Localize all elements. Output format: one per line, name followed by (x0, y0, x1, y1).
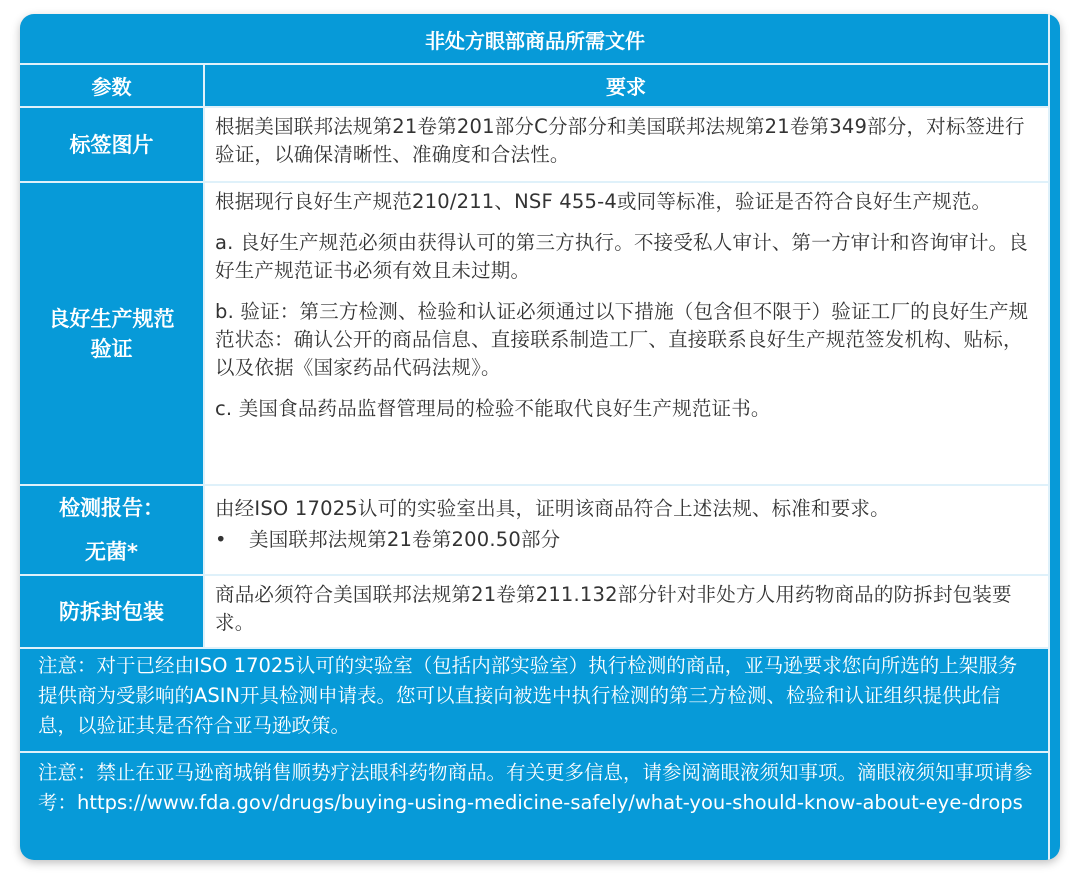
param-line: 检测报告： (59, 496, 164, 520)
bullet-text: 美国联邦法规第21卷第200.50部分 (249, 528, 561, 551)
table-title: 非处方眼部商品所需文件 (425, 28, 645, 53)
param-line: 良好生产规范 (48, 306, 175, 331)
row-requirement-label-image (205, 108, 1048, 181)
requirements-table (20, 14, 1060, 860)
row-param-label-image: 标签图片 (69, 132, 154, 157)
divider (20, 647, 1050, 649)
right-border (1048, 14, 1050, 860)
note-homeopathic-eye-products: 注意：禁止在亚马逊商城销售顺势疗法眼科药物商品。有关更多信息，请参阅滴眼液须知事项。滴眼液须知事项请参考：https://www.fda.gov/drugs/buying-using-medicine-safely/what-you-should-know-about-eye-drops (38, 761, 1033, 814)
column-header-requirement: 要求 (606, 75, 646, 99)
bullet-item (215, 526, 1040, 554)
requirement-text: b. 验证：第三方检测、检验和认证必须通过以下措施（包含但不限于）验证工厂的良好生产规范状态：确认公开的商品信息、直接联系制造工厂、直接联系良好生产规范签发机构、贴标，以及依据《国家药品代码法规》。 (215, 300, 1029, 379)
row-requirement-gmp (205, 183, 1048, 484)
requirement-text: 商品必须符合美国联邦法规第21卷第211.132部分针对非处方人用药物商品的防拆封包装要求。 (215, 583, 1012, 634)
requirement-text: 根据美国联邦法规第21卷第201部分C分部分和美国联邦法规第21卷第349部分，对标签进行验证，以确保清晰性、准确度和合法性。 (215, 115, 1025, 166)
row-requirement-tamper-evident (205, 576, 1048, 647)
column-divider (203, 65, 205, 647)
param-line: 无菌* (85, 540, 138, 564)
row-param-sterility (20, 486, 203, 574)
row-param-tamper-evident: 防拆封包装 (59, 599, 164, 624)
column-header-param: 参数 (91, 75, 132, 99)
note-iso-testing: 注意：对于已经由ISO 17025认可的实验室（包括内部实验室）执行检测的商品，亚马逊要求您向所选的上架服务提供商为受影响的ASIN开具检测申请表。您可以直接向被选中执行检测的第三方检测、检验和认证组织提供此信息，以验证其是否符合亚马逊政策。 (38, 654, 1018, 737)
divider (20, 751, 1050, 753)
param-line: 验证 (90, 336, 133, 361)
row-param-gmp (20, 183, 203, 484)
requirement-text: c. 美国食品药品监督管理局的检验不能取代良好生产规范证书。 (215, 397, 771, 420)
row-requirement-sterility (205, 486, 1048, 574)
requirement-text: a. 良好生产规范必须由获得认可的第三方执行。不接受私人审计、第一方审计和咨询审计。良好生产规范证书必须有效且未过期。 (215, 231, 1028, 282)
requirement-text: 由经ISO 17025认可的实验室出具，证明该商品符合上述法规、标准和要求。 (215, 497, 890, 520)
bullet-icon: • (215, 528, 227, 551)
requirement-text: 根据现行良好生产规范210/211、NSF 455-4或同等标准，验证是否符合良好生产规范。 (215, 190, 992, 213)
